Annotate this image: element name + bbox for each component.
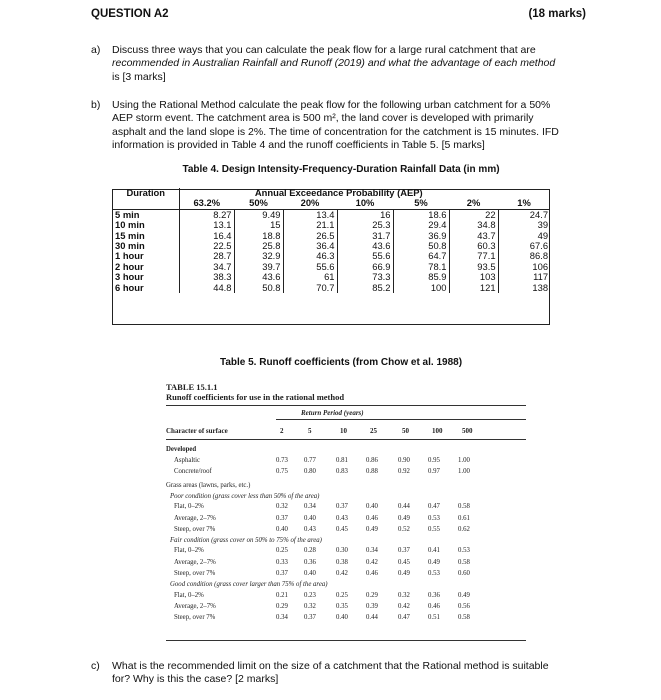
- return-period-column-header: 10: [340, 427, 347, 435]
- runoff-coefficient: 0.37: [304, 613, 316, 621]
- runoff-coefficient: 0.37: [276, 569, 288, 577]
- ifd-duration-cell: 3 hour: [113, 272, 179, 282]
- runoff-coefficient: 0.21: [276, 591, 288, 599]
- ifd-duration-cell: 15 min: [113, 231, 179, 241]
- runoff-coefficient: 0.86: [366, 457, 378, 465]
- runoff-coefficient: 0.43: [336, 514, 348, 522]
- ifd-value-cell: 70.7: [283, 283, 337, 293]
- runoff-row: [166, 603, 526, 612]
- runoff-row: [166, 457, 526, 466]
- ifd-value-cell: 34.7: [179, 262, 234, 272]
- runoff-coefficient: 0.42: [398, 602, 410, 610]
- runoff-coefficient: 0.77: [304, 457, 316, 465]
- runoff-coefficient: 0.29: [276, 602, 288, 610]
- part-a-label: a): [91, 44, 101, 56]
- runoff-coefficient: 0.38: [336, 558, 348, 566]
- ifd-value-cell: 85.2: [337, 283, 393, 293]
- ifd-value-cell: 43.6: [234, 272, 283, 282]
- ifd-row: [113, 283, 550, 293]
- runoff-coefficient: 0.32: [304, 602, 316, 610]
- runoff-table: [166, 376, 526, 644]
- runoff-row-label: Asphaltic: [174, 457, 201, 465]
- ifd-value-cell: 9.49: [234, 209, 283, 220]
- ifd-value-cell: 34.8: [449, 220, 498, 230]
- runoff-coefficient: 0.37: [336, 503, 348, 511]
- runoff-coefficient: 0.42: [336, 569, 348, 577]
- return-period-column-header: 5: [308, 427, 312, 435]
- runoff-coefficient: 0.30: [336, 547, 348, 555]
- runoff-row: [166, 614, 526, 623]
- runoff-coefficient: 0.41: [428, 547, 440, 555]
- runoff-coefficient: 0.45: [336, 525, 348, 533]
- ifd-value-cell: 55.6: [337, 251, 393, 261]
- ifd-value-cell: 100: [393, 283, 449, 293]
- runoff-coefficient: 0.45: [398, 558, 410, 566]
- runoff-coefficient: 0.83: [336, 468, 348, 476]
- runoff-coefficient: 0.46: [428, 602, 440, 610]
- part-b-line: information is provided in Table 4 and the runoff coefficients in Table 5. [5 marks]: [112, 138, 485, 151]
- runoff-coefficient: 0.33: [276, 558, 288, 566]
- ifd-duration-cell: 2 hour: [113, 262, 179, 272]
- runoff-coefficient: 1.00: [458, 468, 470, 476]
- runoff-coefficient: 0.90: [398, 457, 410, 465]
- part-c-line: What is the recommended limit on the size of a catchment that the Rational method is suitable: [112, 660, 549, 672]
- runoff-coefficient: 0.44: [366, 613, 378, 621]
- runoff-coefficient: 0.53: [428, 514, 440, 522]
- runoff-coefficient: 0.34: [276, 613, 288, 621]
- ifd-value-cell: 25.3: [337, 220, 393, 230]
- runoff-row-label: Average, 2–7%: [174, 602, 216, 610]
- runoff-coefficient: 0.58: [458, 503, 470, 511]
- ifd-table: [113, 188, 550, 293]
- runoff-row-label: Flat, 0–2%: [174, 503, 204, 511]
- runoff-coefficient: 0.56: [458, 602, 470, 610]
- aep-group-header: Annual Exceedance Probability (AEP): [254, 187, 423, 198]
- runoff-coefficient: 0.73: [276, 457, 288, 465]
- aep-column-header: 5%: [414, 197, 428, 209]
- ifd-value-cell: 49: [537, 229, 549, 241]
- ifd-value-cell: 8.27: [179, 209, 234, 220]
- runoff-row-label: Average, 2–7%: [174, 558, 216, 566]
- ifd-value-cell: 67.6: [529, 240, 549, 252]
- runoff-coefficient: 0.28: [304, 547, 316, 555]
- ifd-value-cell: 28.7: [179, 251, 234, 261]
- ifd-duration-cell: 30 min: [113, 241, 179, 251]
- runoff-coefficient: 0.49: [398, 569, 410, 577]
- runoff-row-label: Steep, over 7%: [174, 613, 216, 621]
- runoff-coefficient: 0.52: [398, 525, 410, 533]
- part-a-line: recommended in Australian Rainfall and Runoff (2019) and what the advantage of each method: [112, 57, 556, 70]
- part-c-text: [112, 660, 549, 687]
- table4-caption: Table 4. Design Intensity-Frequency-Duration Rainfall Data (in mm): [182, 164, 500, 175]
- part-c-label: c): [91, 660, 100, 672]
- aep-column-header: 10%: [355, 197, 375, 209]
- ifd-value-cell: 22: [449, 209, 498, 220]
- runoff-coefficient: 0.35: [336, 602, 348, 610]
- runoff-coefficient: 0.53: [428, 569, 440, 577]
- runoff-row: [166, 482, 526, 491]
- ifd-value-cell: 32.9: [234, 251, 283, 261]
- part-c-line: for? Why is this the case? [2 marks]: [112, 673, 279, 686]
- ifd-value-cell: 13.4: [283, 209, 337, 220]
- runoff-row: [166, 515, 526, 524]
- runoff-coefficient: 0.40: [276, 525, 288, 533]
- runoff-row: [166, 581, 526, 590]
- ifd-value-cell: 78.1: [393, 262, 449, 272]
- runoff-row-label: Poor condition (grass cover less than 50% of the area): [170, 492, 320, 500]
- ifd-value-cell: 66.9: [337, 262, 393, 272]
- runoff-row: [166, 493, 526, 502]
- runoff-row: [166, 559, 526, 568]
- runoff-coefficient: 0.34: [366, 547, 378, 555]
- ifd-value-cell: 117: [533, 271, 549, 283]
- question-marks: (18 marks): [528, 8, 586, 20]
- runoff-coefficient: 0.37: [398, 547, 410, 555]
- ifd-value-cell: 46.3: [283, 251, 337, 261]
- runoff-coefficient: 0.42: [366, 558, 378, 566]
- ifd-value-cell: 64.7: [393, 251, 449, 261]
- ifd-value-cell: 106: [532, 260, 549, 272]
- return-period-column-header: 25: [370, 427, 377, 435]
- return-period-header: Return Period (years): [301, 409, 364, 417]
- question-title: QUESTION A2: [91, 8, 169, 20]
- ifd-duration-cell: 10 min: [113, 220, 179, 230]
- runoff-row: [166, 468, 526, 477]
- ifd-value-cell: 16.4: [179, 231, 234, 241]
- runoff-coefficient: 0.40: [366, 503, 378, 511]
- ifd-value-cell: 43.7: [449, 231, 498, 241]
- runoff-coefficient: 0.40: [336, 613, 348, 621]
- aep-column-header: 50%: [249, 197, 268, 209]
- ifd-value-cell: 16: [337, 209, 393, 220]
- return-period-column-header: 100: [432, 427, 443, 435]
- runoff-coefficient: 0.44: [398, 503, 410, 511]
- ifd-value-cell: 36.9: [393, 231, 449, 241]
- ifd-value-cell: 29.4: [393, 220, 449, 230]
- aep-column-header: 20%: [300, 197, 320, 209]
- runoff-coefficient: 0.36: [428, 591, 440, 599]
- runoff-coefficient: 0.23: [304, 591, 316, 599]
- part-b-text: [112, 99, 559, 152]
- ifd-value-cell: 93.5: [449, 262, 498, 272]
- ifd-value-cell: 18.8: [234, 231, 283, 241]
- runoff-coefficient: 0.49: [398, 514, 410, 522]
- runoff-table-number: TABLE 15.1.1: [166, 382, 218, 392]
- ifd-value-cell: 61: [283, 272, 337, 282]
- ifd-value-cell: 15: [234, 220, 283, 230]
- runoff-coefficient: 0.95: [428, 457, 440, 465]
- runoff-row-label: Good condition (grass cover larger than 75% of the area): [170, 581, 328, 588]
- runoff-coefficient: 0.49: [428, 558, 440, 566]
- ifd-value-cell: 18.6: [393, 209, 449, 220]
- runoff-coefficient: 0.53: [458, 547, 470, 555]
- runoff-row: [166, 526, 526, 535]
- ifd-duration-cell: 1 hour: [113, 251, 179, 261]
- ifd-value-cell: 50.8: [234, 283, 283, 293]
- runoff-coefficient: 0.58: [458, 558, 470, 566]
- runoff-coefficient: 0.29: [366, 591, 378, 599]
- runoff-row-label: Steep, over 7%: [174, 525, 216, 533]
- runoff-coefficient: 0.43: [304, 525, 316, 533]
- runoff-coefficient: 0.46: [366, 569, 378, 577]
- runoff-coefficient: 0.40: [304, 514, 316, 522]
- ifd-value-cell: 103: [449, 272, 498, 282]
- ifd-value-cell: 39.7: [234, 262, 283, 272]
- runoff-coefficient: 0.62: [458, 525, 470, 533]
- runoff-row: [166, 547, 526, 556]
- runoff-row-label: Flat, 0–2%: [174, 547, 204, 555]
- ifd-value-cell: 26.5: [283, 231, 337, 241]
- runoff-row-label: Average, 2–7%: [174, 514, 216, 522]
- runoff-coefficient: 0.58: [458, 613, 470, 621]
- runoff-coefficient: 0.60: [458, 569, 470, 577]
- ifd-value-cell: 86.8: [529, 250, 549, 262]
- surface-header: Character of surface: [166, 427, 228, 435]
- ifd-value-cell: 138: [532, 281, 549, 293]
- runoff-coefficient: 0.39: [366, 602, 378, 610]
- runoff-coefficient: 0.61: [458, 514, 470, 522]
- ifd-value-cell: 21.1: [283, 220, 337, 230]
- part-b-line: AEP storm event. The catchment area is 500 m², the land cover is developed with primarily: [112, 112, 534, 125]
- runoff-coefficient: 0.47: [428, 503, 440, 511]
- ifd-value-cell: 50.8: [393, 241, 449, 251]
- ifd-duration-cell: 6 hour: [113, 283, 179, 293]
- aep-column-header: 63.2%: [193, 197, 221, 209]
- runoff-coefficient: 0.25: [336, 591, 348, 599]
- table5-caption: Table 5. Runoff coefficients (from Chow et al. 1988): [219, 357, 463, 368]
- runoff-row-label: Developed: [166, 446, 197, 453]
- duration-header: Duration: [113, 188, 179, 198]
- runoff-coefficient: 0.97: [428, 468, 440, 476]
- runoff-row-label: Concrete/roof: [174, 468, 212, 476]
- part-a-text: [112, 44, 555, 84]
- runoff-row-label: Flat, 0–2%: [174, 591, 204, 599]
- part-a-line: is [3 marks]: [112, 70, 166, 83]
- runoff-row: [166, 446, 526, 455]
- runoff-row-label: Grass areas (lawns, parks, etc.): [166, 481, 251, 489]
- runoff-coefficient: 0.92: [398, 468, 410, 476]
- runoff-row: [166, 503, 526, 512]
- runoff-coefficient: 1.00: [458, 457, 470, 465]
- runoff-coefficient: 0.49: [366, 525, 378, 533]
- ifd-value-cell: 36.4: [283, 241, 337, 251]
- ifd-value-cell: 121: [449, 283, 498, 293]
- return-period-column-header: 2: [280, 427, 284, 435]
- ifd-value-cell: 13.1: [179, 220, 234, 230]
- ifd-duration-cell: 5 min: [113, 209, 179, 220]
- runoff-coefficient: 0.51: [428, 613, 440, 621]
- runoff-row: [166, 570, 526, 579]
- runoff-coefficient: 0.40: [304, 569, 316, 577]
- runoff-coefficient: 0.88: [366, 468, 378, 476]
- ifd-value-cell: 85.9: [393, 272, 449, 282]
- aep-column-header: 1%: [517, 197, 531, 209]
- return-period-column-header: 500: [462, 427, 473, 435]
- runoff-coefficient: 0.55: [428, 525, 440, 533]
- runoff-coefficient: 0.34: [304, 503, 316, 511]
- runoff-coefficient: 0.37: [276, 514, 288, 522]
- runoff-coefficient: 0.32: [398, 591, 410, 599]
- ifd-value-cell: 22.5: [179, 241, 234, 251]
- ifd-value-cell: 39: [537, 219, 549, 231]
- ifd-value-cell: 38.3: [179, 272, 234, 282]
- runoff-table-title: Runoff coefficients for use in the rational method: [166, 392, 345, 402]
- part-b-label: b): [91, 99, 101, 111]
- aep-column-header: 2%: [466, 197, 481, 209]
- runoff-row-label: Steep, over 7%: [174, 569, 216, 577]
- ifd-value-cell: 60.3: [449, 241, 498, 251]
- runoff-coefficient: 0.47: [398, 613, 410, 621]
- runoff-coefficient: 0.81: [336, 457, 348, 465]
- ifd-value-cell: 43.6: [337, 241, 393, 251]
- runoff-row: [166, 592, 526, 601]
- ifd-value-cell: 77.1: [449, 251, 498, 261]
- ifd-value-cell: 73.3: [337, 272, 393, 282]
- part-b-line: asphalt and the land slope is 2%. The time of concentration for the catchment is 15 minutes. IFD: [112, 125, 559, 138]
- ifd-value-cell: 31.7: [337, 231, 393, 241]
- runoff-coefficient: 0.75: [276, 468, 288, 476]
- part-a-line: Discuss three ways that you can calculate the peak flow for a large rural catchment that are: [112, 44, 536, 56]
- runoff-coefficient: 0.25: [276, 547, 288, 555]
- ifd-value-cell: 24.7: [529, 208, 549, 220]
- runoff-row: [166, 537, 526, 546]
- runoff-row-label: Fair condition (grass cover on 50% to 75% of the area): [170, 536, 322, 544]
- runoff-coefficient: 0.80: [304, 468, 316, 476]
- ifd-value-cell: 55.6: [283, 262, 337, 272]
- runoff-coefficient: 0.36: [304, 558, 316, 566]
- runoff-coefficient: 0.46: [366, 514, 378, 522]
- return-period-column-header: 50: [402, 427, 409, 435]
- runoff-coefficient: 0.32: [276, 503, 288, 511]
- ifd-value-cell: 44.8: [179, 283, 234, 293]
- part-b-line: Using the Rational Method calculate the peak flow for the following urban catchment for a 50%: [112, 99, 551, 111]
- ifd-value-cell: 25.8: [234, 241, 283, 251]
- runoff-coefficient: 0.49: [458, 591, 470, 599]
